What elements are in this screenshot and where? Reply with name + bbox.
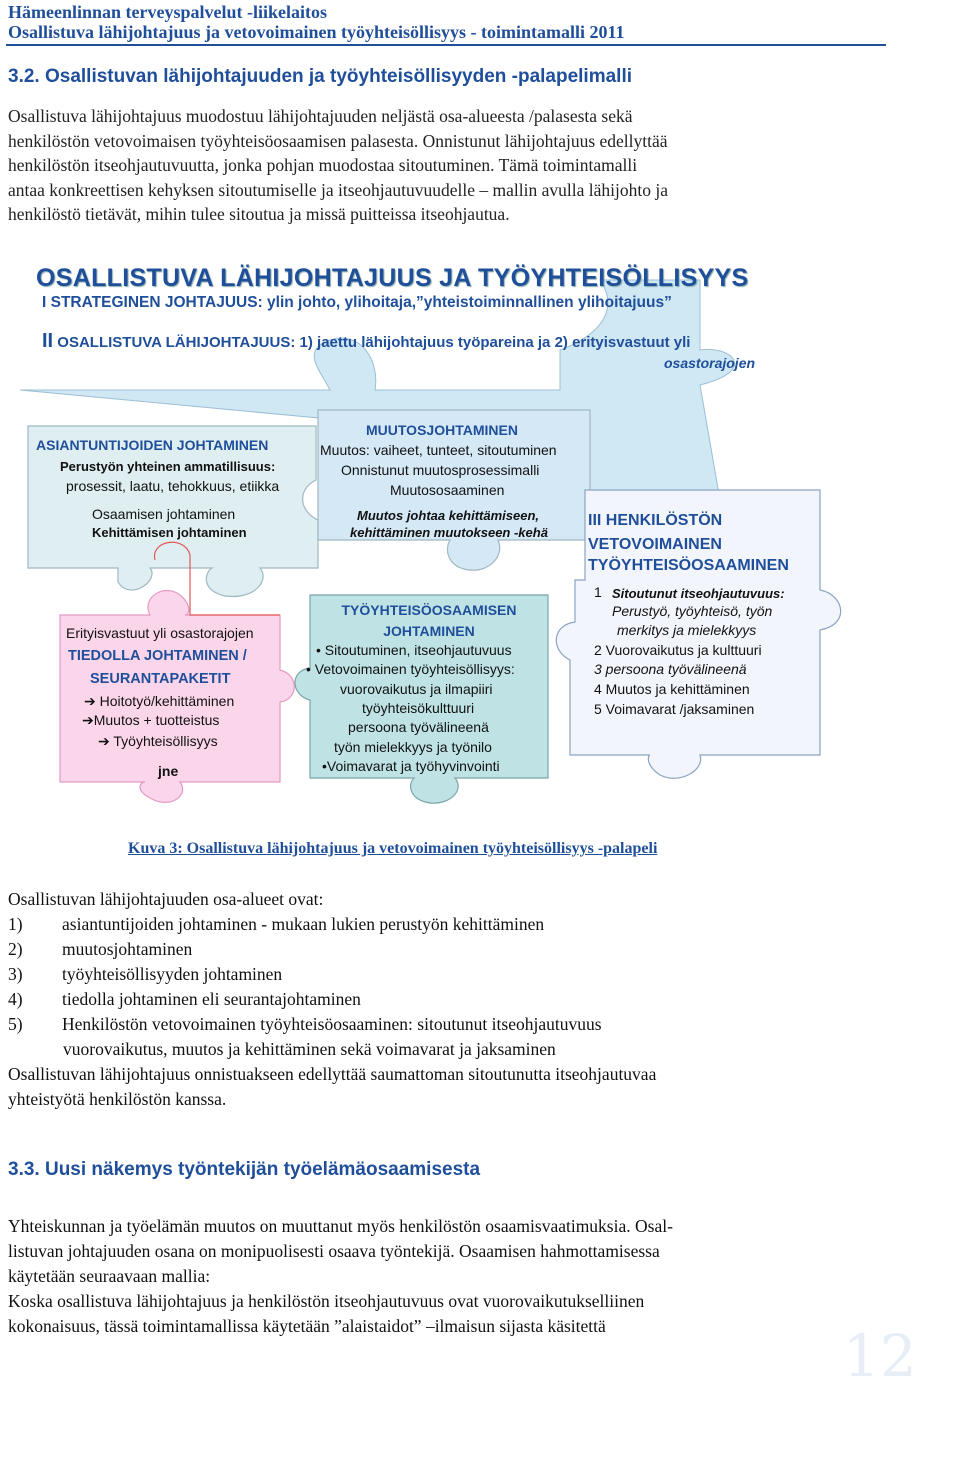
tieto-item1 <box>84 692 234 712</box>
asiantuntijat-sub: Perustyön yhteinen ammatillisuus: <box>60 459 276 474</box>
list-text: Henkilöstön vetovoimainen työyhteisöosaaminen: sitoutunut itseohjautuvuus <box>62 1014 602 1034</box>
header-title: Osallistuva lähijohtajuus ja vetovoimainen työyhteisöllisyys - toimintamalli 2011 <box>8 22 625 42</box>
muutos-line5: kehittäminen muutokseen -kehä <box>350 525 548 540</box>
osa-alueet-list <box>8 887 838 1112</box>
tieto-item4: jne <box>158 763 179 779</box>
tieto-line0: Erityisvastuut yli osastorajojen <box>66 625 254 641</box>
tyoyhteiso-title1: TYÖYHTEISÖOSAAMISEN <box>341 602 517 618</box>
henkilosto-title3: TYÖYHTEISÖOSAAMINEN <box>588 557 789 574</box>
diagram-title: OSALLISTUVA LÄHIJOHTAJUUS JA TYÖYHTEISÖLLISYYS <box>36 264 749 292</box>
list-number: 5) <box>8 1014 23 1034</box>
list-text: asiantuntijoiden johtaminen - mukaan lukien perustyön kehittäminen <box>62 914 545 934</box>
participative-level-cont: osastorajojen <box>664 355 756 371</box>
header-org: Hämeenlinnan terveyspalvelut -liikelaitos <box>8 2 327 22</box>
list-item <box>8 987 838 1012</box>
tieto-item1-text: Hoitotyö/kehittäminen <box>99 693 235 709</box>
list-item <box>8 962 838 987</box>
tieto-item2-text: Muutos + tuotteistus <box>93 712 220 728</box>
henkilosto-i4: 4 Muutos ja kehittäminen <box>594 681 750 697</box>
roman-two: II <box>42 330 54 352</box>
tyoyhteiso-b7: •Voimavarat ja työhyvinvointi <box>322 758 500 774</box>
figure-caption: Kuva 3: Osallistuva lähijohtajuus ja vetovoimainen työyhteisöllisyys -palapeli <box>128 840 658 857</box>
list-number: 1) <box>8 914 23 934</box>
tyoyhteiso-l6: työn mielekkyys ja työnilo <box>334 739 492 755</box>
asiantuntijat-line2: Osaamisen johtaminen <box>92 506 236 522</box>
tyoyhteiso-l3: vuorovaikutus ja ilmapiiri <box>340 681 493 697</box>
paragraph-line: kokonaisuus, tässä toimintamallissa käytetään ”alaistaidot” –ilmaisun sijasta käsitettä <box>8 1316 606 1336</box>
henkilosto-i3: 3 persoona työvälineenä <box>594 661 747 677</box>
section-3-2-paragraph <box>8 104 830 227</box>
henkilosto-i5: 5 Voimavarat /jaksaminen <box>594 701 755 717</box>
muutos-line3: Muutososaaminen <box>390 482 505 498</box>
list-item <box>8 937 838 962</box>
page-number: 12 <box>843 1322 917 1390</box>
arrow-icon: ➔ <box>84 693 100 709</box>
list-text: työyhteisöllisyyden johtaminen <box>62 964 283 984</box>
paragraph-line: henkilöstön vetovoimaisen työyhteisöosaamisen palasesta. Onnistunut lähijohtajuus edellyttää <box>8 130 668 151</box>
outro-line: Osallistuvan lähijohtajuus onnistuakseen edellyttää saumattoman sitoutunutta itseohjautuvaa <box>8 1064 657 1084</box>
henkilosto-i1-num: 1 <box>594 584 602 600</box>
paragraph-line: Osallistuva lähijohtajuus muodostuu lähijohtajuuden neljästä osa-alueesta /palasesta sekä <box>8 106 633 126</box>
muutos-line4: Muutos johtaa kehittämiseen, <box>357 508 540 523</box>
tyoyhteiso-l4: työyhteisökulttuuri <box>362 700 475 716</box>
asiantuntijat-title: ASIANTUNTIJOIDEN JOHTAMINEN <box>36 437 269 453</box>
paragraph-line: Koska osallistuva lähijohtajuus ja henkilöstön itseohjautuvuus ovat vuorovaikutukselliinen <box>8 1291 645 1311</box>
henkilosto-title1: III HENKILÖSTÖN <box>588 512 723 529</box>
tyoyhteiso-b1: • Sitoutuminen, itseohjautuvuus <box>316 642 512 658</box>
tieto-title1: TIEDOLLA JOHTAMINEN / <box>68 648 247 664</box>
participative-level-label <box>42 330 690 353</box>
muutos-line1: Muutos: vaiheet, tunteet, sitoutuminen <box>320 442 557 458</box>
tieto-item3 <box>98 732 218 752</box>
paragraph-line: henkilöstön itseohjautuvuutta, jonka pohjan muodostaa sitoutuminen. Tämä toimintamalli <box>8 155 638 175</box>
tieto-item3-text: Työyhteisöllisyys <box>113 733 218 749</box>
list-text: tiedolla johtaminen eli seurantajohtaminen <box>62 989 361 1009</box>
henkilosto-title2: VETOVOIMAINEN <box>588 536 722 553</box>
muutos-title: MUUTOSJOHTAMINEN <box>366 422 518 438</box>
list-item <box>8 1012 838 1037</box>
asiantuntijat-line3: Kehittämisen johtaminen <box>92 525 247 540</box>
list-number: 4) <box>8 989 23 1009</box>
list-item-cont: vuorovaikutus, muutos ja kehittäminen sekä voimavarat ja jaksaminen <box>63 1039 556 1059</box>
tieto-item2 <box>82 711 219 731</box>
outro-line: yhteistyötä henkilöstön kanssa. <box>8 1089 227 1109</box>
arrow-icon: ➔ <box>82 712 94 728</box>
henkilosto-i1b: Perustyö, työyhteisö, työn <box>612 603 773 619</box>
tyoyhteiso-title2: JOHTAMINEN <box>383 623 475 639</box>
henkilosto-i2: 2 Vuorovaikutus ja kulttuuri <box>594 642 762 658</box>
participative-level-text: OSALLISTUVA LÄHIJOHTAJUUS: 1) jaettu lähijohtajuus työpareina ja 2) erityisvastuut yli <box>53 334 691 351</box>
header-rule <box>6 44 886 46</box>
henkilosto-i1c: merkitys ja mielekkyys <box>617 622 757 638</box>
arrow-icon: ➔ <box>98 733 114 749</box>
list-item <box>8 912 838 937</box>
paragraph-line: Yhteiskunnan ja työelämän muutos on muuttanut myös henkilöstön osaamisvaatimuksia. Osal- <box>8 1216 673 1236</box>
section-heading-3-2: 3.2. Osallistuvan lähijohtajuuden ja työyhteisöllisyyden -palapelimalli <box>8 66 633 87</box>
list-number: 3) <box>8 964 23 984</box>
paragraph-line: henkilöstö tietävät, mihin tulee sitoutua ja missä puitteissa itseohjautua. <box>8 204 510 224</box>
tyoyhteiso-l5: persoona työvälineenä <box>348 719 489 735</box>
muutos-line2: Onnistunut muutosprosessimalli <box>341 462 540 478</box>
tyoyhteiso-b2: • Vetovoimainen työyhteisöllisyys: <box>306 661 515 677</box>
list-text: muutosjohtaminen <box>62 939 193 959</box>
asiantuntijat-line1: prosessit, laatu, tehokkuus, etiikka <box>66 478 280 494</box>
paragraph-line: antaa konkreettisen kehyksen sitoutumiselle ja itseohjautuvuudelle – mallin avulla lähijohto ja <box>8 179 668 200</box>
list-number: 2) <box>8 939 23 959</box>
list-intro: Osallistuvan lähijohtajuuden osa-alueet ovat: <box>8 889 324 909</box>
paragraph-line: listuvan johtajuuden osana on monipuolisesti osaava työntekijä. Osaamisen hahmottamisessa <box>8 1241 660 1261</box>
henkilosto-i1: Sitoutunut itseohjautuvuus: <box>612 586 785 601</box>
section-3-3-paragraph <box>8 1214 858 1339</box>
paragraph-line: käytetään seuraavaan mallia: <box>8 1266 211 1286</box>
strategic-level-label: I STRATEGINEN JOHTAJUUS: ylin johto, ylihoitaja,”yhteistoiminnallinen ylihoitajuus” <box>42 294 672 311</box>
section-heading-3-3: 3.3. Uusi näkemys työntekijän työelämäosaamisesta <box>8 1159 481 1180</box>
tieto-title2: SEURANTAPAKETIT <box>90 671 231 687</box>
